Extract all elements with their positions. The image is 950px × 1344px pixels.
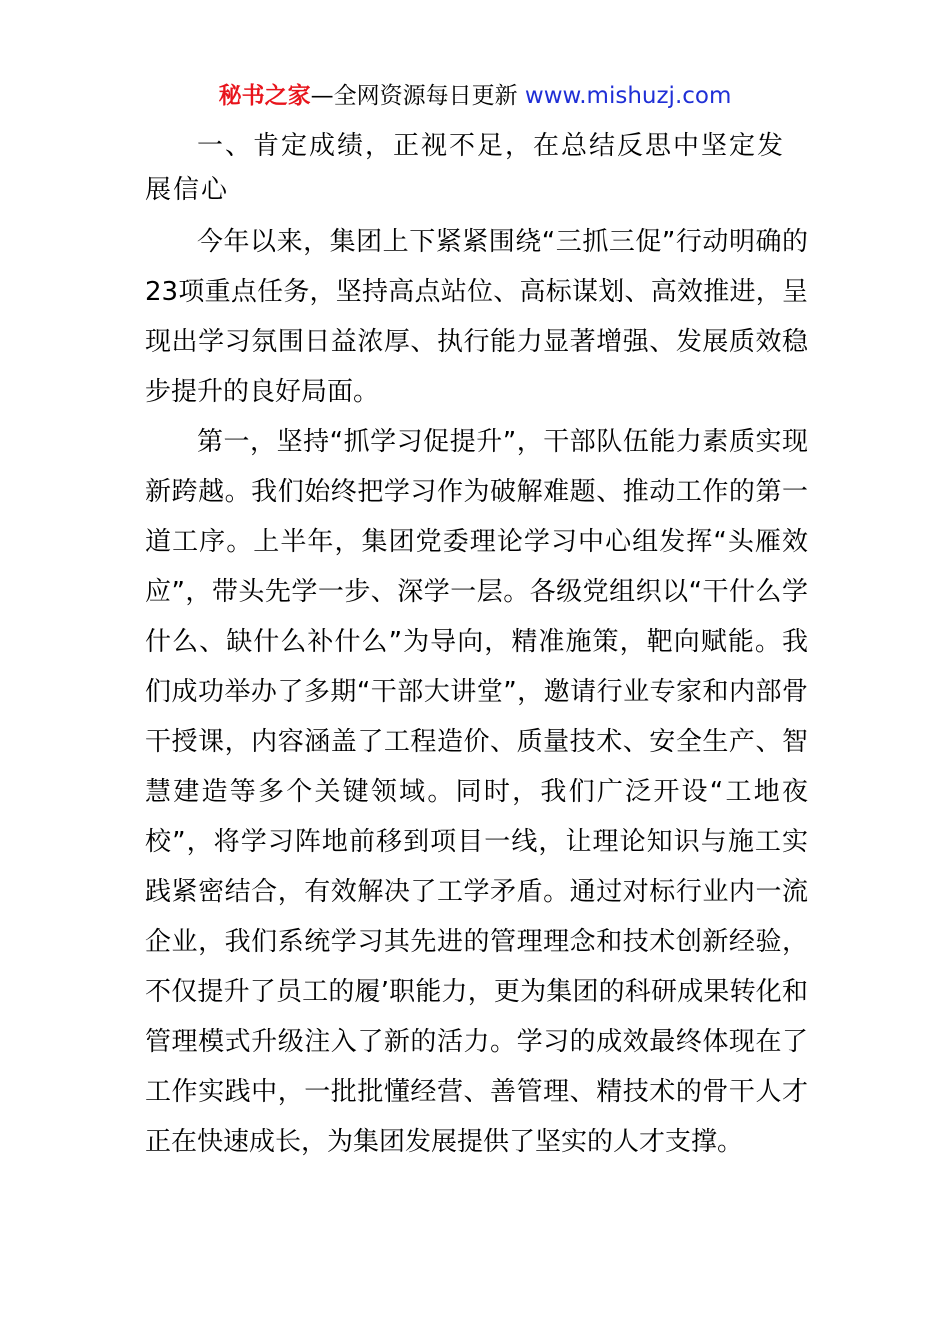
watermark-header [0,80,950,112]
site-url-link[interactable]: www.mishuzj.com [524,83,732,109]
brand-name: 秘书之家 [218,83,311,109]
paragraph-intro: 今年以来，集团上下紧紧围绕“三抓三促”行动明确的23项重点任务，坚持高点站位、高标谋划、高效推进，呈现出学习氛围日益浓厚、执行能力显著增强、发展质效稳步提升的良好局面。 [145,227,808,407]
section-heading: 一、肯定成绩，正视不足，在总结反思中坚定发展信心 [145,131,786,205]
document-body [145,124,808,1167]
paragraph-first-point: 第一，坚持“抓学习促提升”，干部队伍能力素质实现新跨越。我们始终把学习作为破解难题、推动工作的第一道工序。上半年，集团党委理论学习中心组发挥“头雁效应”，带头先学一步、深学一层。各级党组织以“干什么学什么、缺什么补什么”为导向，精准施策，靶向赋能。我们成功举办了多期“干部大讲堂”，邀请行业专家和内部骨干授课，内容涵盖了工程造价、质量技术、安全生产、智慧建造等多个关键领域。同时，我们广泛开设“工地夜校”，将学习阵地前移到项目一线，让理论知识与施工实践紧密结合，有效解决了工学矛盾。通过对标行业内一流企业，我们系统学习其先进的管理理念和技术创新经验，不仅提升了员工的履’职能力，更为集团的科研成果转化和管理模式升级注入了新的活力。学习的成效最终体现在了工作实践中，一批批懂经营、善管理、精技术的骨干人才正在快速成长，为集团发展提供了坚实的人才支撑。 [145,427,808,1157]
header-tagline: —全网资源每日更新 [310,83,525,109]
